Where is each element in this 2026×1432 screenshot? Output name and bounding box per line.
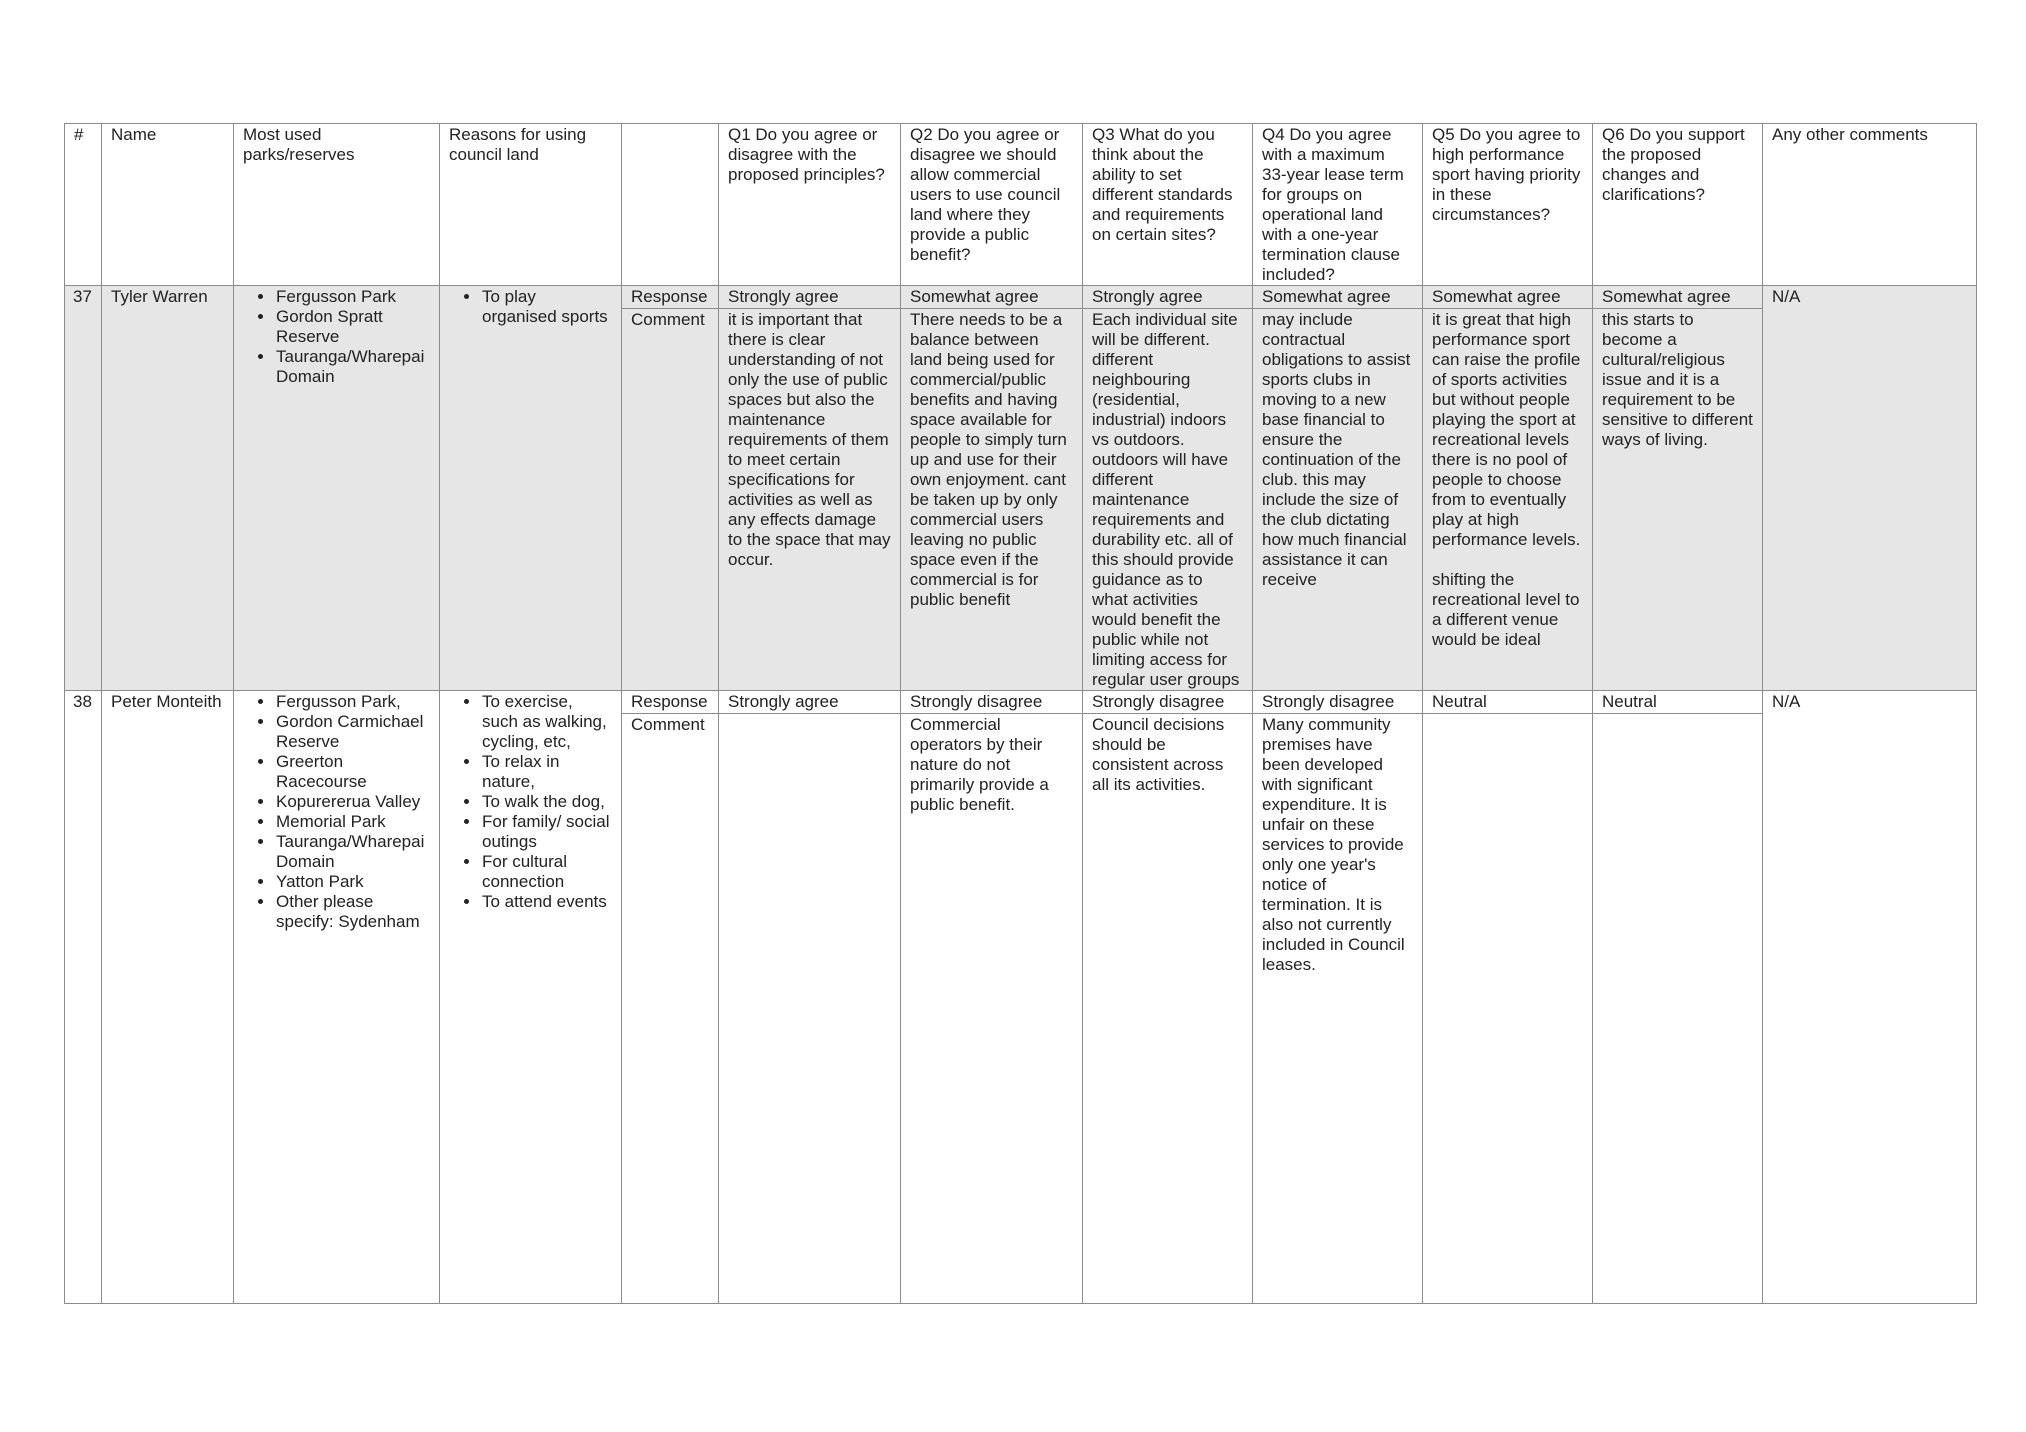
header-number: # [65, 124, 102, 286]
q3-response: Strongly agree [1083, 286, 1253, 309]
comment-label: Comment [622, 714, 719, 1304]
list-item: • Fergusson Park, [275, 692, 430, 712]
header-q2: Q2 Do you agree or disagree we should allow commercial users to use council land where they provide a public benefit? [901, 124, 1083, 286]
q1-comment [719, 714, 901, 1304]
respondent-name: Peter Monteith [102, 691, 234, 1304]
header-reasons: Reasons for using council land [440, 124, 622, 286]
list-item: • To exercise, such as walking, cycling, etc, [481, 692, 612, 752]
list-item: • To relax in nature, [481, 752, 612, 792]
q3-response: Strongly disagree [1083, 691, 1253, 714]
list-item: • Gordon Spratt Reserve [275, 307, 430, 347]
parks-list [234, 286, 440, 691]
q6-comment [1593, 714, 1763, 1304]
q4-comment: Many community premises have been developed with significant expenditure. It is unfair on these services to provide only one year's notice of termination. It is also not currently included in Council leases. [1253, 714, 1423, 1304]
q1-comment: it is important that there is clear understanding of not only the use of public spaces but also the maintenance requirements of them to meet certain specifications for activities as well as any effects damage to the space that may occur. [719, 309, 901, 691]
table-row-38-response [65, 691, 1977, 714]
q4-response: Somewhat agree [1253, 286, 1423, 309]
header-q4: Q4 Do you agree with a maximum 33-year lease term for groups on operational land with a one-year termination clause included? [1253, 124, 1423, 286]
q3-comment: Council decisions should be consistent across all its activities. [1083, 714, 1253, 1304]
list-item: • Memorial Park [275, 812, 430, 832]
header-parks: Most used parks/reserves [234, 124, 440, 286]
row-number: 37 [65, 286, 102, 691]
list-item: • Fergusson Park [275, 287, 430, 307]
q2-comment: Commercial operators by their nature do not primarily provide a public benefit. [901, 714, 1083, 1304]
header-other-comments: Any other comments [1763, 124, 1977, 286]
submissions-table [64, 123, 1977, 1304]
table-row-37-response [65, 286, 1977, 309]
q4-comment: may include contractual obligations to assist sports clubs in moving to a new base financial to ensure the continuation of the club. this may include the size of the club dictating how much financial assistance it can receive [1253, 309, 1423, 691]
q4-response: Strongly disagree [1253, 691, 1423, 714]
q1-response: Strongly agree [719, 691, 901, 714]
respondent-name: Tyler Warren [102, 286, 234, 691]
reasons-list [440, 286, 622, 691]
q6-response: Neutral [1593, 691, 1763, 714]
q2-comment: There needs to be a balance between land being used for commercial/public benefits and having space available for people to simply turn up and use for their own enjoyment. cant be taken up by only commercial users leaving no public space even if the commercial is for public benefit [901, 309, 1083, 691]
q5-comment: it is great that high performance sport can raise the profile of sports activities but without people playing the sport at recreational levels there is no pool of people to choose from to eventually play at high performance levels. shifting the recreational level to a different venue would be ideal [1423, 309, 1593, 691]
list-item: • For family/ social outings [481, 812, 612, 852]
list-item: • Kopurererua Valley [275, 792, 430, 812]
list-item: • Greerton Racecourse [275, 752, 430, 792]
response-label: Response [622, 691, 719, 714]
header-q1: Q1 Do you agree or disagree with the proposed principles? [719, 124, 901, 286]
q5-response: Somewhat agree [1423, 286, 1593, 309]
list-item: • Other please specify: Sydenham [275, 892, 430, 932]
q2-response: Somewhat agree [901, 286, 1083, 309]
header-q3: Q3 What do you think about the ability to set different standards and requirements on certain sites? [1083, 124, 1253, 286]
list-item: • Tauranga/Wharepai Domain [275, 347, 430, 387]
q6-comment: this starts to become a cultural/religious issue and it is a requirement to be sensitive to different ways of living. [1593, 309, 1763, 691]
q5-response: Neutral [1423, 691, 1593, 714]
header-name: Name [102, 124, 234, 286]
q6-response: Somewhat agree [1593, 286, 1763, 309]
q2-response: Strongly disagree [901, 691, 1083, 714]
list-item: • To attend events [481, 892, 612, 912]
row-number: 38 [65, 691, 102, 1304]
parks-list [234, 691, 440, 1304]
list-item: • Gordon Carmichael Reserve [275, 712, 430, 752]
q5-comment [1423, 714, 1593, 1304]
list-item: • Yatton Park [275, 872, 430, 892]
list-item: • For cultural connection [481, 852, 612, 892]
header-row [65, 124, 1977, 286]
reasons-list [440, 691, 622, 1304]
header-q5: Q5 Do you agree to high performance sport having priority in these circumstances? [1423, 124, 1593, 286]
q1-response: Strongly agree [719, 286, 901, 309]
header-type [622, 124, 719, 286]
other-comments: N/A [1763, 691, 1977, 1304]
comment-label: Comment [622, 309, 719, 691]
response-label: Response [622, 286, 719, 309]
other-comments: N/A [1763, 286, 1977, 691]
list-item: • To play organised sports [481, 287, 612, 327]
q3-comment: Each individual site will be different. different neighbouring (residential, industrial) indoors vs outdoors. outdoors will have different maintenance requirements and durability etc. all of this should provide guidance as to what activities would benefit the public while not limiting access for regular user groups [1083, 309, 1253, 691]
header-q6: Q6 Do you support the proposed changes and clarifications? [1593, 124, 1763, 286]
list-item: • Tauranga/Wharepai Domain [275, 832, 430, 872]
list-item: • To walk the dog, [481, 792, 612, 812]
